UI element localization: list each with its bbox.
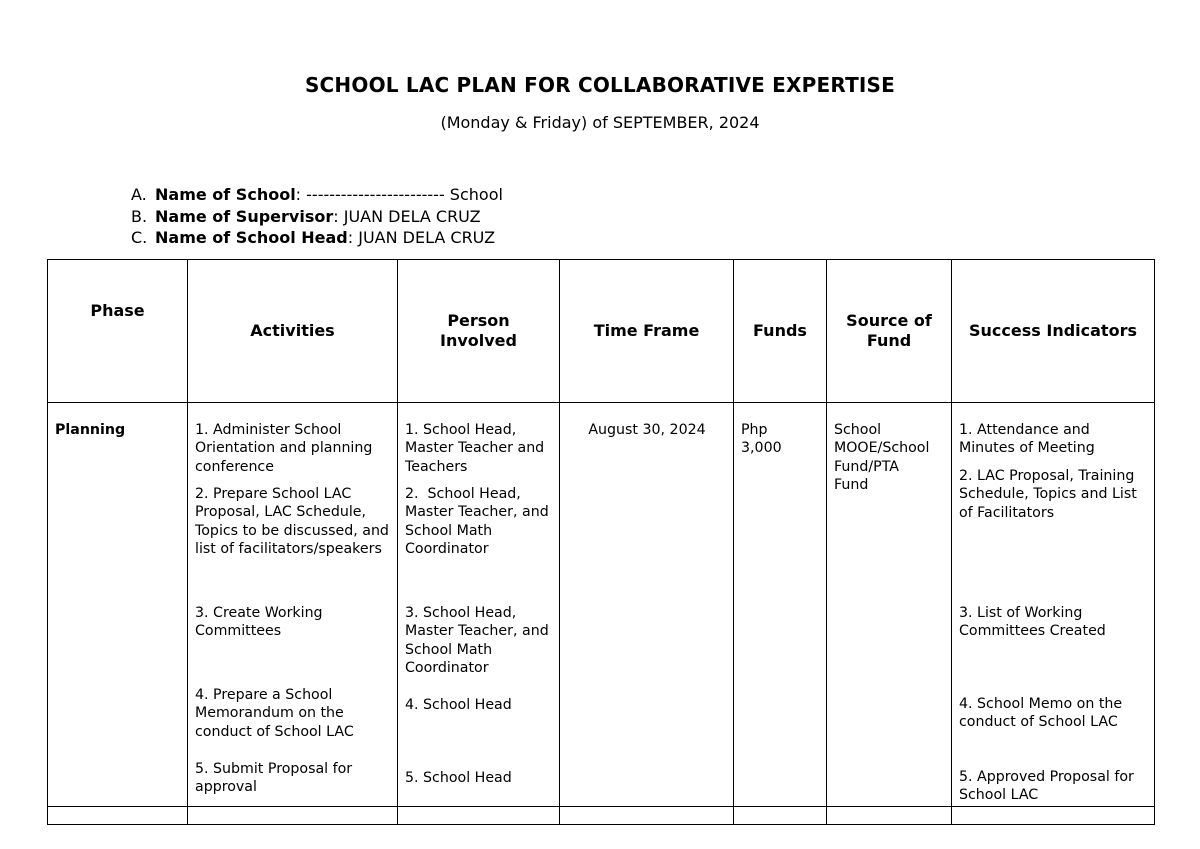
header-line: Fund [866,331,912,350]
document-title: SCHOOL LAC PLAN FOR COLLABORATIVE EXPERTISE [304,73,896,97]
person-item: 5. School Head [405,770,512,786]
activity-item: 2. Prepare School LAC Proposal, LAC Schedule, Topics to be discussed, and list of facilitators/speakers [195,486,389,557]
funds-cell [734,403,827,807]
supervisor-row [131,206,503,228]
lac-plan-table [47,259,1155,825]
header-line: Source of [846,311,932,330]
activity-item: 1. Administer School Orientation and planning conference [195,422,373,475]
table-row [48,403,1155,807]
source-line: Fund [834,476,869,493]
list-letter: C. [131,228,148,247]
document-subtitle: (Monday & Friday) of SEPTEMBER, 2024 [440,113,760,132]
school-name-label: Name of School [155,185,296,204]
success-indicators-cell [952,403,1155,807]
list-letter: A. [131,185,147,204]
success-item: 4. School Memo on the conduct of School LAC [959,696,1123,731]
funds-currency: Php [741,422,768,438]
header-source-of-fund [827,260,952,403]
activities-cell [188,403,398,807]
success-item: 3. List of Working Committees Created [959,605,1106,640]
success-item: 5. Approved Proposal for School LAC [959,769,1134,804]
header-line: Person [447,311,510,330]
school-name-row [131,184,503,206]
school-name-value: ------------------------ School [306,185,503,204]
table-header-row [48,260,1155,403]
phase-value: Planning [55,422,126,438]
source-line: Fund/PTA [834,458,899,475]
person-item: 2. School Head, Master Teacher, and School Math Coordinator [405,486,554,557]
header-person-involved [398,260,560,403]
header-line: Involved [440,331,517,350]
activity-item: 3. Create Working Committees [195,605,323,640]
phase-cell [48,403,188,807]
separator: : [333,206,344,226]
empty-table-row [48,807,1155,825]
person-item: 4. School Head [405,697,512,713]
person-item: 3. School Head, Master Teacher, and School Math Coordinator [405,605,549,676]
school-head-value: JUAN DELA CRUZ [358,228,496,247]
header-phase: Phase [48,260,188,403]
source-of-fund-cell [827,403,952,807]
header-funds: Funds [734,260,827,403]
activity-item: 5. Submit Proposal for approval [195,761,353,796]
school-head-row [131,227,503,249]
separator: : [347,228,359,247]
header-success-indicators: Success Indicators [952,260,1155,403]
time-frame-value: August 30, 2024 [588,422,706,438]
activity-item: 4. Prepare a School Memorandum on the conduct of School LAC [195,687,354,740]
empty-cell [188,807,398,825]
source-line: School [834,422,882,438]
header-activities: Activities [188,260,398,403]
supervisor-label: Name of Supervisor [155,206,334,226]
success-item: 2. LAC Proposal, Training Schedule, Topics and List of Facilitators [959,468,1137,521]
header-time-frame: Time Frame [560,260,734,403]
school-info-list [131,184,503,249]
person-item: 1. School Head, Master Teacher and Teachers [405,422,545,475]
empty-cell [827,807,952,825]
persons-cell [398,403,560,807]
funds-amount: 3,000 [741,440,782,457]
success-item: 1. Attendance and Minutes of Meeting [959,422,1095,457]
empty-cell [734,807,827,825]
separator: : [295,185,307,204]
supervisor-value: JUAN DELA CRUZ [343,206,481,226]
time-frame-cell [560,403,734,807]
empty-cell [952,807,1155,825]
empty-cell [48,807,188,825]
list-letter: B. [131,206,148,226]
empty-cell [398,807,560,825]
source-line: MOOE/School [834,440,930,457]
school-head-label: Name of School Head [155,228,348,247]
empty-cell [560,807,734,825]
